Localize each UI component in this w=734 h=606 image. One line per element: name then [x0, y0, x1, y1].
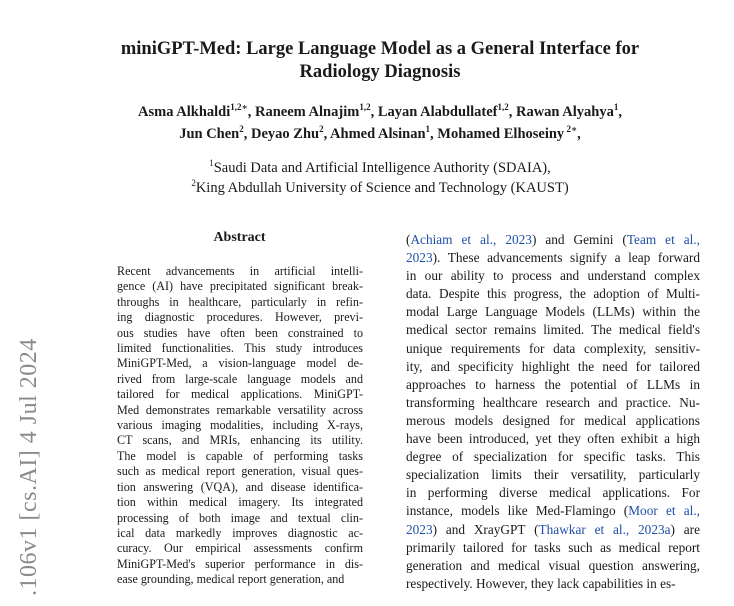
intro-text: merous models designed for medical applications	[406, 412, 700, 428]
intro-line	[406, 575, 700, 593]
intro-line	[406, 267, 700, 285]
intro-text: degree of specialization for specific tasks. This	[406, 449, 700, 465]
author-name: Mohamed Elhoseiny	[437, 126, 565, 142]
intro-line	[406, 466, 700, 484]
abstract-line: tailored for medical applications. MiniGPT-	[117, 387, 363, 402]
citation-link[interactable]: Thawkar et al., 2023a	[538, 521, 671, 537]
abstract-line: ous studies have often been constrained to	[117, 325, 363, 340]
author-name: Rawan Alyahya	[515, 104, 614, 120]
abstract-line: CT scans, and MRIs, enhancing its utility.	[117, 433, 363, 448]
abstract-line: ease grounding, medical report generation, and	[117, 572, 345, 587]
abstract-line: Med demonstrates remarkable versatility across	[117, 402, 363, 417]
abstract-line: rived from large-scale language models and	[117, 371, 363, 386]
author-affiliation-mark: 1,2	[497, 102, 509, 113]
intro-text: have been introduced, yet they often exhibit a high	[406, 431, 700, 447]
author-affiliation-mark: 2	[319, 124, 324, 135]
intro-text: ) are	[670, 521, 700, 537]
citation-link[interactable]: 2023	[406, 250, 433, 266]
abstract-line: such as medical report generation, visual ques-	[117, 464, 363, 479]
intro-text: generation and medical visual question answering,	[406, 557, 700, 573]
intro-line	[406, 539, 700, 557]
intro-text: instance, models like Med-Flamingo (	[406, 503, 629, 519]
intro-line	[406, 249, 700, 267]
intro-text: in performing diverse medical applications. For	[406, 485, 700, 501]
intro-line	[406, 484, 700, 502]
intro-line	[406, 394, 700, 412]
affiliation-mark: 1	[209, 158, 214, 169]
author-separator: ,	[370, 104, 378, 120]
intro-line	[406, 521, 700, 539]
intro-text: specialization limits their versatility, particularly	[406, 467, 700, 483]
intro-text: (	[406, 232, 411, 247]
affiliation-mark: 2	[191, 178, 196, 189]
intro-text: in our ability to process and understand complex	[406, 268, 700, 284]
author-line	[60, 101, 700, 123]
author-affiliation-mark: 2∗	[564, 124, 578, 135]
intro-text: respectively. However, they lack capabilities in es-	[406, 575, 676, 591]
intro-text: data. Despite this progress, the adoption of Multi-	[406, 286, 700, 302]
abstract-line: throughs in healthcare, particularly in refin-	[117, 294, 363, 309]
author-name: Jun Chen	[179, 126, 240, 142]
paper-title-line-2: Radiology Diagnosis	[299, 62, 461, 82]
author-affiliation-mark: 1,2∗	[230, 102, 248, 113]
intro-text: modal Large Language Models (LLMs) within the	[406, 304, 700, 320]
intro-text: approaches to harness the potential of LLMs in	[406, 376, 700, 392]
intro-text: ) and Gemini (	[531, 232, 627, 247]
abstract-heading: Abstract	[213, 230, 266, 245]
intro-line	[406, 358, 700, 376]
intro-line	[406, 321, 700, 339]
intro-line	[406, 502, 700, 520]
intro-line	[406, 340, 700, 358]
citation-link[interactable]: 2023	[406, 521, 433, 537]
affiliation-text: King Abdullah University of Science and Technology (KAUST)	[195, 180, 569, 196]
intro-line	[406, 557, 700, 575]
author-name: Layan Alabdullatef	[377, 104, 498, 120]
intro-line	[406, 412, 700, 430]
affiliation-line	[90, 178, 670, 198]
abstract-line: various imaging modalities, including X-rays,	[117, 418, 363, 433]
intro-text: unique requirements for data complexity, sensitiv-	[406, 340, 700, 356]
author-name: Raneem Alnajim	[255, 104, 360, 120]
author-name: Asma Alkhaldi	[138, 104, 231, 120]
abstract-line: ing diagnostic procedures. However, previ-	[117, 310, 363, 325]
affiliation-line	[90, 158, 670, 178]
author-affiliation-mark: 2	[239, 124, 244, 135]
intro-text: medical sector remains limited. The medical field's	[406, 322, 700, 338]
intro-text: primarily tailored for tasks such as medical report	[406, 539, 700, 555]
abstract-line: gence (AI) have precipitated significant break-	[117, 279, 363, 294]
abstract-line: tion answering (VQA), and disease identifica-	[117, 479, 363, 494]
author-name: Deyao Zhu	[251, 126, 320, 142]
author-line	[60, 123, 700, 145]
author-separator: ,	[508, 104, 516, 120]
author-affiliation-mark: 1	[613, 102, 619, 113]
author-separator: ,	[577, 126, 581, 142]
paper-title	[80, 38, 680, 84]
author-list	[60, 101, 700, 145]
abstract-line: processing of both image and textual clin-	[117, 510, 363, 525]
author-separator: ,	[247, 104, 255, 120]
author-affiliation-mark: 1,2	[359, 102, 371, 113]
abstract-line: limited functionalities. This study introduces	[117, 341, 363, 356]
intro-line	[406, 430, 700, 448]
author-separator: ,	[618, 104, 622, 120]
intro-line	[406, 448, 700, 466]
abstract-line: curacy. Our empirical assessments confirm	[117, 541, 363, 556]
author-separator: ,	[323, 126, 331, 142]
citation-link[interactable]: Team et al.,	[626, 232, 700, 247]
arxiv-stamp: .106v1 [cs.AI] 4 Jul 2024	[16, 338, 42, 596]
intro-line	[406, 303, 700, 321]
abstract-line: The model is capable of performing tasks	[117, 448, 363, 463]
intro-text: transforming healthcare research and practice. Nu-	[406, 394, 700, 410]
intro-text: ity, and specificity highlight the need for tailored	[406, 358, 700, 374]
abstract-line: tion within medical imagery. Its integrated	[117, 495, 363, 510]
abstract-line: ical data markedly improves diagnostic ac-	[117, 525, 363, 540]
author-separator: ,	[243, 126, 251, 142]
abstract-line: Recent advancements in artificial intelli-	[117, 264, 363, 278]
citation-link[interactable]: Achiam et al., 2023	[410, 232, 532, 247]
author-name: Ahmed Alsinan	[330, 126, 426, 142]
abstract-body	[117, 264, 363, 594]
affiliation-list	[90, 158, 670, 198]
affiliation-text: Saudi Data and Artificial Intelligence Authority (SDAIA),	[213, 160, 551, 176]
intro-line	[406, 231, 700, 249]
intro-text: ) and XrayGPT (	[432, 521, 539, 537]
paper-title-line-1: miniGPT-Med: Large Language Model as a General Interface for	[120, 39, 640, 59]
abstract-line: MiniGPT-Med's superior performance in dis-	[117, 556, 363, 571]
author-separator: ,	[430, 126, 438, 142]
intro-text: ). These advancements signify a leap forward	[432, 250, 700, 266]
author-affiliation-mark: 1	[425, 124, 431, 135]
introduction-text	[406, 231, 700, 597]
abstract-line: MiniGPT-Med, a vision-language model de-	[117, 356, 363, 371]
intro-line	[406, 376, 700, 394]
citation-link[interactable]: Moor et al.,	[628, 503, 700, 519]
intro-line	[406, 285, 700, 303]
